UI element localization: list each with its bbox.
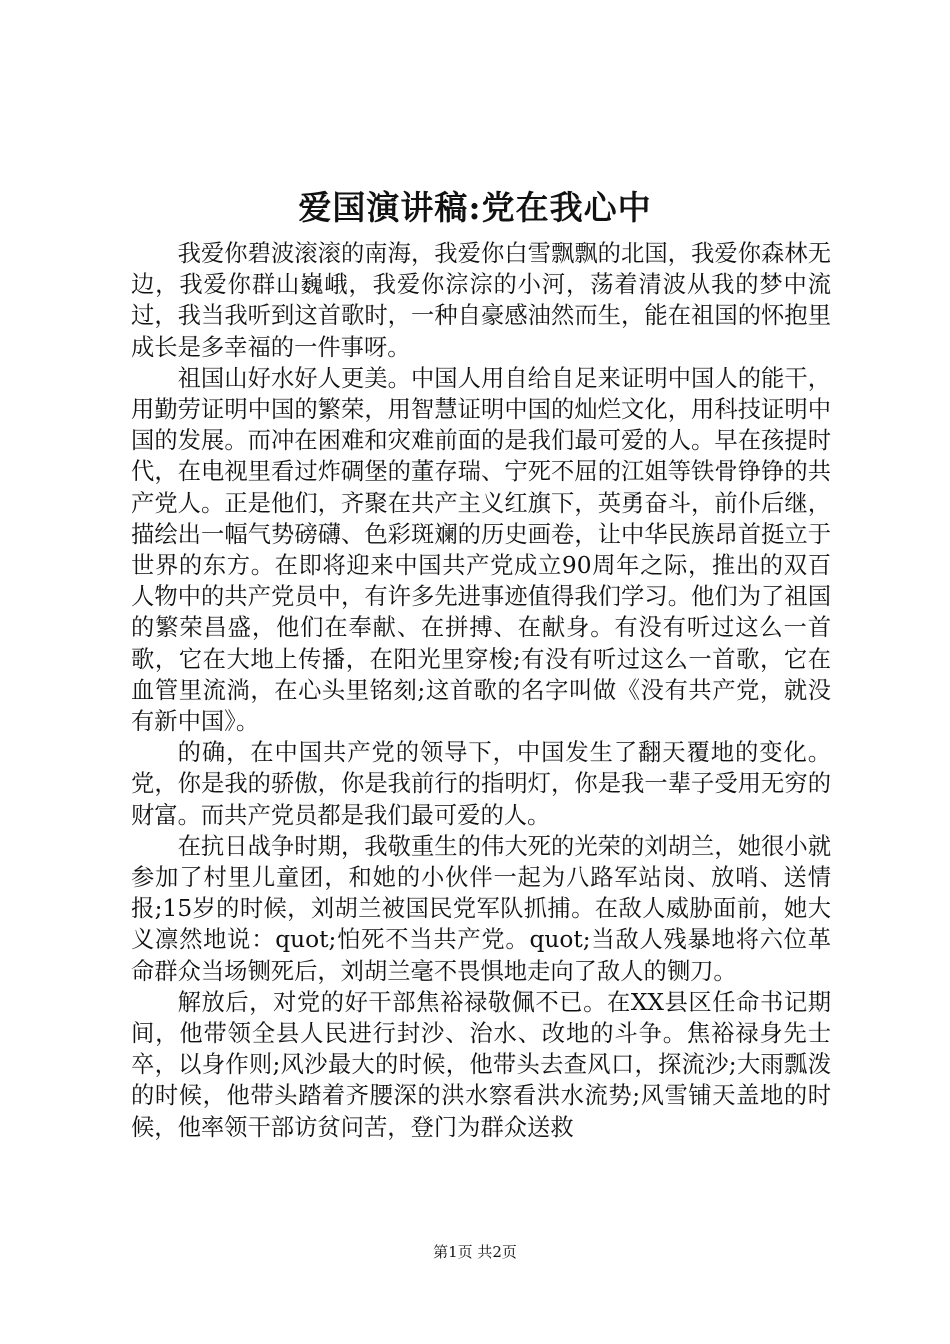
document-body — [131, 238, 831, 1143]
document-title: 爱国演讲稿:党在我心中 — [298, 188, 652, 227]
paragraph-2: 祖国山好水好人更美。中国人用自给自足来证明中国人的能干，用勤劳证明中国的繁荣，用智慧证明中国的灿烂文化，用科技证明中国的发展。而冲在困难和灾难前面的是我们最可爱的人。早在孩提时代，在电视里看过炸碉堡的董存瑞、宁死不屈的江姐等铁骨铮铮的共产党人。正是他们，齐聚在共产主义红旗下，英勇奋斗，前仆后继，描绘出一幅气势磅礴、色彩斑斓的历史画卷，让中华民族昂首挺立于世界的东方。在即将迎来中国共产党成立90周年之际，推出的双百人物中的共产党员中，有许多先进事迹值得我们学习。他们为了祖国的繁荣昌盛，他们在奉献、在拼搏、在献身。有没有听过这么一首歌，它在大地上传播，在阳光里穿梭;有没有听过这么一首歌，它在血管里流淌，在心头里铭刻;这首歌的名字叫做《没有共产党，就没有新中国》。 — [131, 364, 831, 736]
paragraph-4: 在抗日战争时期，我敬重生的伟大死的光荣的刘胡兰，她很小就参加了村里儿童团，和她的小伙伴一起为八路军站岗、放哨、送情报;15岁的时候，刘胡兰被国民党军队抓捕。在敌人威胁面前，她大义凛然地说：quot;怕死不当共产党。quot;当敌人残暴地将六位革命群众当场铡死后，刘胡兰毫不畏惧地走向了敌人的铡刀。 — [131, 832, 831, 985]
paragraph-1: 我爱你碧波滚滚的南海，我爱你白雪飘飘的北国，我爱你森林无边，我爱你群山巍峨，我爱你淙淙的小河，荡着清波从我的梦中流过，我当我听到这首歌时，一种自豪感油然而生，能在祖国的怀抱里成长是多幸福的一件事呀。 — [131, 240, 831, 361]
paragraph-3: 的确，在中国共产党的领导下，中国发生了翻天覆地的变化。党，你是我的骄傲，你是我前行的指明灯，你是我一辈子受用无穷的财富。而共产党员都是我们最可爱的人。 — [131, 739, 831, 829]
paragraph-5: 解放后，对党的好干部焦裕禄敬佩不已。在XX县区任命书记期间，他带领全县人民进行封沙、治水、改地的斗争。焦裕禄身先士卒，以身作则;风沙最大的时候，他带头去查风口，探流沙;大雨瓢泼的时候，他带头踏着齐腰深的洪水察看洪水流势;风雪铺天盖地的时候，他率领干部访贫问苦，登门为群众送救 — [131, 988, 831, 1141]
page-number-footer: 第1页 共2页 — [433, 1243, 517, 1261]
